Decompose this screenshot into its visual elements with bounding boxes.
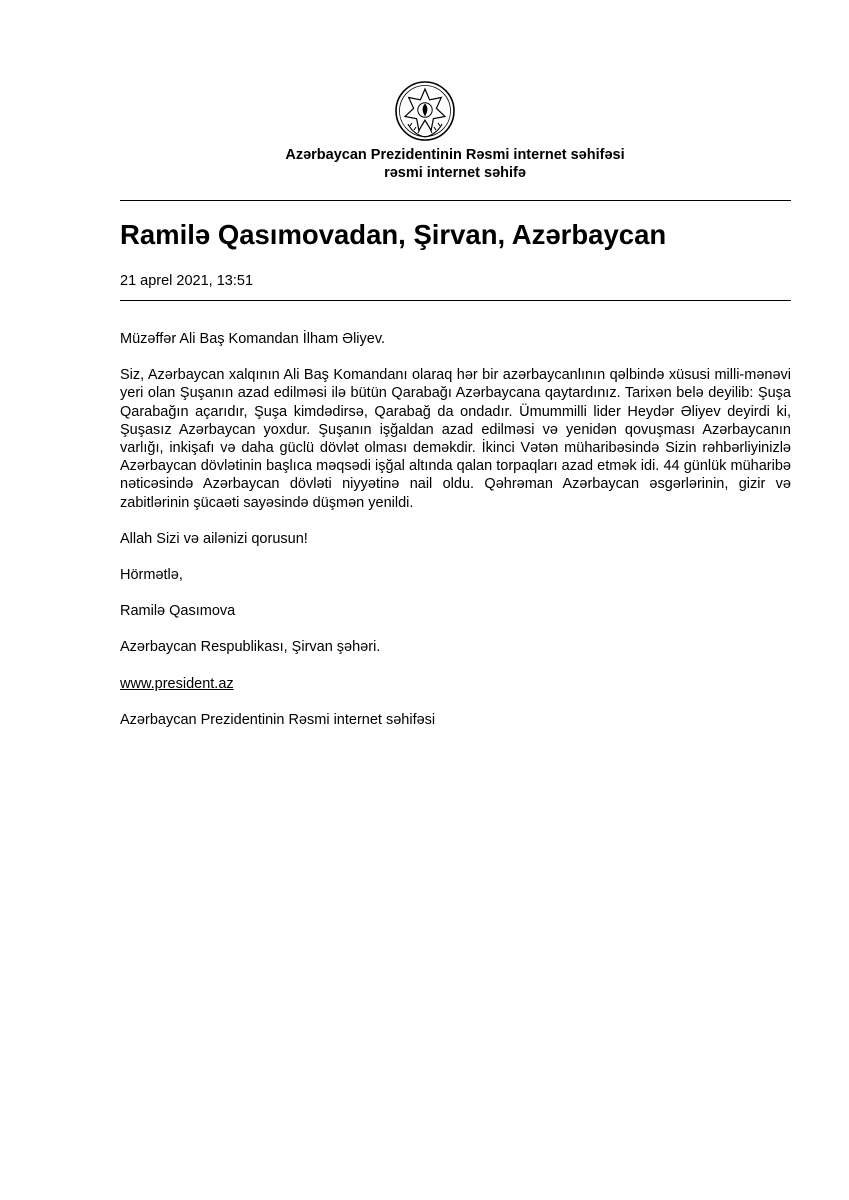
article-body <box>120 330 791 747</box>
author-location: Azərbaycan Respublikası, Şirvan şəhəri. <box>120 639 381 656</box>
divider-bottom <box>120 300 791 301</box>
site-subtitle: rəsmi internet səhifə <box>384 165 526 181</box>
site-header <box>120 146 790 182</box>
site-name: Azərbaycan Prezidentinin Rəsmi internet səhifəsi <box>285 147 625 163</box>
divider-top <box>120 200 791 201</box>
article-date: 21 aprel 2021, 13:51 <box>120 273 254 289</box>
blessing: Allah Sizi və ailənizi qorusun! <box>120 530 308 547</box>
author-name: Ramilə Qasımova <box>120 603 236 620</box>
closing: Hörmətlə, <box>120 567 183 584</box>
footer-source: Azərbaycan Prezidentinin Rəsmi internet səhifəsi <box>120 711 436 728</box>
article-title: Ramilə Qasımovadan, Şirvan, Azərbaycan <box>120 219 667 250</box>
president-site-link[interactable]: www.president.az <box>120 675 234 692</box>
salutation: Müzəffər Ali Baş Komandan İlham Əliyev. <box>120 331 386 347</box>
body-paragraph: Siz, Azərbaycan xalqının Ali Baş Komandanı olaraq hər bir azərbaycanlının qəlbində xüsusi milli-mənəvi yeri olan Şuşanın azad edilməsi ilə bütün Qarabağı Azərbaycana qaytardınız. Tarixən belə deyilib: Şuşa Qarabağın açarıdır, Şuşa kimdədirsə, Qarabağ da ondadır. Ümummilli lider Heydər Əliyev deyirdi ki, Şuşasız Azərbaycan yoxdur. Şuşanın işğaldan azad edilməsi və yenidən qovuşması Azərbaycanın varlığı, inkişafı və daha güclü dövlət olması deməkdir. İkinci Vətən müharibəsində Sizin rəhbərliyinizlə Azərbaycan dövlətinin başlıca məqsədi işğal altında qalan torpaqları azad etmək idi. 44 günlük müharibə nəticəsində Azərbaycan dövləti niyyətinə nail oldu. Qəhrəman Azərbaycan əsgərlərinin, gizir və zabitlərinin şücaəti sayəsində düşmən yenildi. <box>120 367 791 511</box>
state-emblem-icon <box>394 80 456 142</box>
